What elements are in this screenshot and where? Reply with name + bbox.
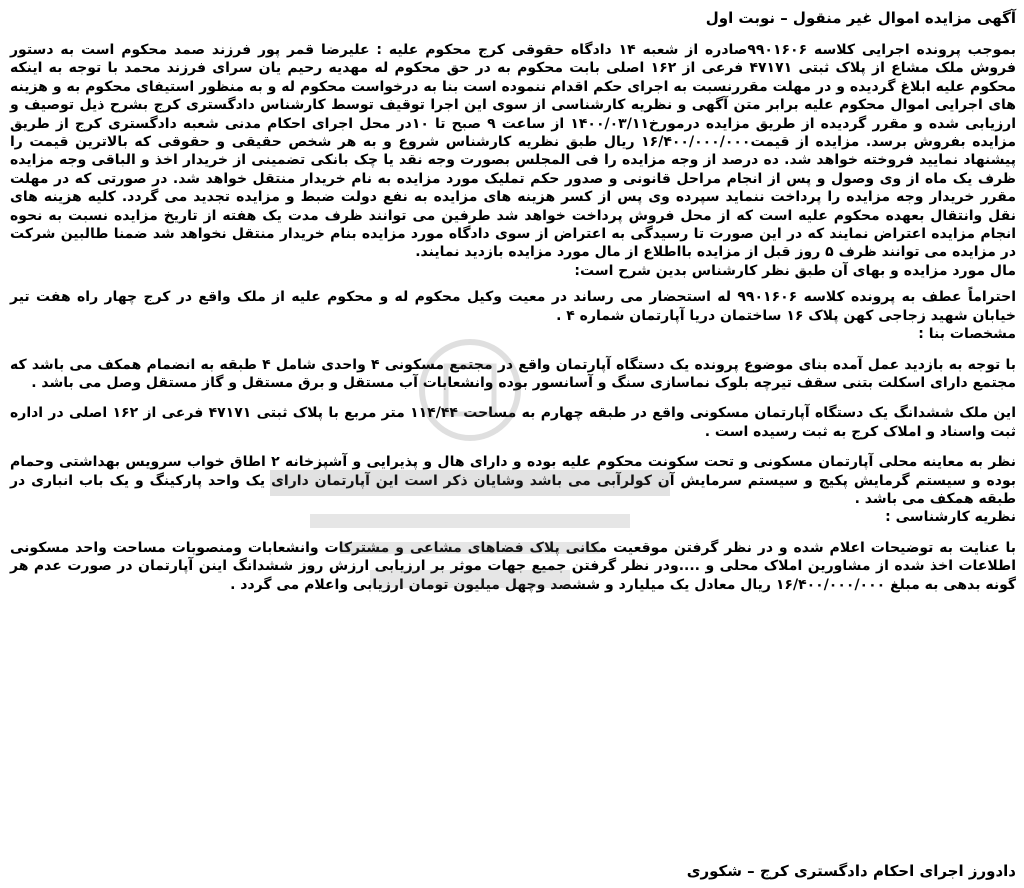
legal-notice-document <box>10 0 1016 888</box>
signature-line: دادورز اجرای احکام دادگستری کرج – شکوری <box>686 862 1016 880</box>
building-specs-paragraph-1: با توجه به بازدید عمل آمده بنای موضوع پرونده یک دستگاه آپارتمان واقع در مجتمع مسکونی ۴ واحدی شامل ۴ طبقه به انضمام همکف می باشد که مجتمع دارای اسکلت بتنی سقف تیرچه بلوک نماسازی سنگ و آسانسور بوده وانشعابات آب مستقل و برق مستقل و گاز مستقل وصل می باشد . <box>10 356 1016 391</box>
building-specs-heading: مشخصات بنا : <box>918 326 1016 343</box>
notice-title: آگهی مزایده اموال غیر منقول – نوبت اول <box>705 9 1016 27</box>
building-specs-paragraph-2: این ملک ششدانگ یک دستگاه آپارتمان مسکونی واقع در طبقه چهارم به مساحت ۱۱۴/۴۴ متر مربع با پلاک ثبتی ۴۷۱۷۱ فرعی از ۱۶۲ اصلی در اداره ثبت واسناد و املاک کرج به ثبت رسیده است . <box>10 405 1016 440</box>
intro-paragraph: بموجب پرونده اجرایی کلاسه ۹۹۰۱۶۰۶صادره از شعبه ۱۴ دادگاه حقوقی کرج محکوم علیه : علیرضا قمر پور فرزند صمد محکوم است به دستور فروش ملک مشاع از پلاک ثبتی ۴۷۱۷۱ فرعی از ۱۶۲ اصلی بابت محکوم به در حق محکوم له مهدیه رحیم یان سرای فرزند محمد با توجه به اینکه محکوم علیه ابلاغ گردیده و در مهلت مقررنسبت به اجرای حکم اقدام ننموده است بنا به درخواست محکوم له و به منظور استیفای محکوم به و هزینه های اجرایی اموال محکوم علیه برابر متن آگهی و نظریه کارشناسی از سوی این اجرا توقیف توسط کارشناس دادگستری کرج بشرح ذیل توصیف و ارزیابی شده و مقرر گردیده از طریق مزایده درمورخ۱۴۰۰/۰۳/۱۱ از ساعت ۹ صبح تا ۱۰در محل اجرای احکام مدنی شعبه دادگستری کرج از طریق مزایده بفروش برسد. مزایده از قیمت۱۶/۴۰۰/۰۰۰/۰۰۰ ریال طبق نظریه کارشناس شروع و به هر شخص حقیقی و حقوقی که بالاترین قیمت را پیشنهاد نمایید فروخته خواهد شد. ده درصد از وجه مزایده را فی المجلس بصورت وجه نقد یا چک بانکی تضمینی از خریدار اخذ و الباقی وجه مزایده ظرف یک ماه از وی وصول و پس از انجام مراحل قانونی و صدور حکم تملیک مورد مزایده به نام خریدار منتقل خواهد شد. در صورتی که در مهلت مقرر خریدار وجه مزایده را پرداخت ننماید سپرده وی پس از کسر هزینه های مزایده به نفع دولت ضبط و مزایده تجدید می گردد. کلیه هزینه های نقل وانتقال بعهده محکوم علیه است که از محل فروش پرداخت خواهد شد طرفین می توانند ظرف مدت یک هفته از تاریخ مزایده نسبت به نحوه انجام مزایده اعتراض نمایند که در این صورت تا رسیدگی به اعتراض از سوی دادگاه مورد مزایده بنام خریدار منتقل نخواهد شد ضمنا طالبین شرکت در مزایده می توانند ظرف ۵ روز قبل از مزایده بااطلاع از مال مورد مزایده بازدید نمایند. <box>10 42 1017 261</box>
property-location-paragraph: احتراماً عطف به پرونده کلاسه ۹۹۰۱۶۰۶ له استحضار می رساند در معیت وکیل محکوم له و محکوم علیه از ملک واقع در کرج چهار راه هفت تیر خیابان شهید زجاجی کهن پلاک ۱۶ ساختمان دریا آپارتمان شماره ۴ . <box>10 289 1016 324</box>
auction-item-heading: مال مورد مزایده و بهای آن طبق نظر کارشناس بدین شرح است: <box>574 262 1016 279</box>
expert-opinion-heading: نظریه کارشناسی : <box>885 509 1016 526</box>
building-specs-paragraph-3: نظر به معاینه محلی آپارتمان مسکونی و تحت سکونت محکوم علیه بوده و دارای هال و پذیرایی و آشپزخانه ۲ اطاق خواب سرویس بهداشتی وحمام بوده و سیستم گرمایش پکیج و سیستم سرمایش آن کولرآبی می باشد وشایان ذکر است این آپارتمان دارای یک واحد پارکینگ و یک باب انباری در طبقه همکف می باشد . <box>10 454 1016 507</box>
expert-opinion-paragraph: با عنایت به توضیحات اعلام شده و در نظر گرفتن موقعیت مکانی پلاک فضاهای مشاعی و مشترکات وانشعابات ومنصوبات مساحت واحد مسکونی اطلاعات اخذ شده از مشاورین املاک محلی و ....ودر نظر گرفتن جمیع جهات موثر بر ارزیابی ارزش روز ششدانگ اینن آپارتمان در صورت عدم هر گونه بدهی به مبلغ ۱۶/۴۰۰/۰۰۰/۰۰۰ ریال معادل یک میلیارد و ششصد وچهل میلیون تومان ارزیابی واعلام می گردد . <box>10 539 1016 593</box>
